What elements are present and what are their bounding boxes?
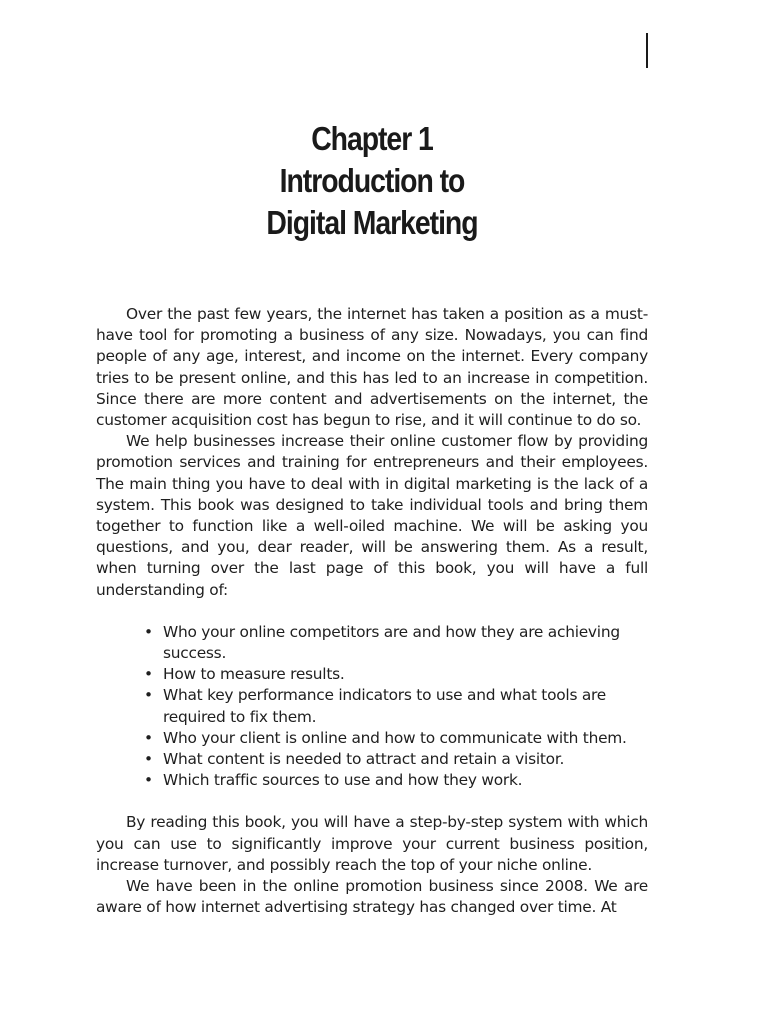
bullet-mark: •: [144, 750, 153, 769]
list-item: • What content is needed to attract and retain a visitor.: [163, 749, 648, 770]
chapter-title-line-1: Introduction to: [279, 162, 465, 199]
chapter-number: Chapter 1: [311, 120, 433, 157]
paragraph-services: We help businesses increase their online customer flow by providing promotion services and training for entrepreneurs and their employees. The main thing you have to deal with in digital marketing is the lack of a system. This book was designed to take individual tools and bring them together to function like a well-oiled machine. We will be asking you questions, and you, dear reader, will be answering them. As a result, when turning over the last page of this book, you will have a full understanding of:: [96, 432, 648, 599]
bullet-mark: •: [144, 686, 153, 705]
chapter-body: [96, 304, 648, 918]
bullet-mark: •: [144, 665, 153, 684]
list-item: • What key performance indicators to use and what tools are required to fix them.: [144, 686, 606, 726]
bullet-mark: •: [144, 728, 153, 747]
list-item: • Who your client is online and how to communicate with them.: [163, 728, 648, 749]
list-item: • Who your online competitors are and how they are achieving success.: [144, 622, 620, 663]
list-item: • How to measure results.: [163, 664, 648, 685]
bullet-mark: •: [144, 771, 153, 790]
page-edge-marker: [646, 33, 648, 68]
list-item: • Which traffic sources to use and how they work.: [163, 770, 648, 791]
learning-outcomes-list: [96, 622, 648, 792]
bullet-mark: •: [144, 622, 153, 641]
paragraph-step-by-step: By reading this book, you will have a step-by-step system with which you can use to significantly improve your current business position, increase turnover, and possibly reach the top of your niche online.: [96, 813, 648, 874]
chapter-heading: [52, 118, 692, 244]
chapter-title-line-2: Digital Marketing: [266, 204, 478, 241]
paragraph-intro: Over the past few years, the internet has taken a position as a must-have tool for promoting a business of any size. Nowadays, you can find people of any age, interest, and income on the internet. Every company tries to be present online, and this has led to an increase in competition. Since there are more content and advertisements on the internet, the customer acquisition cost has begun to rise, and it will continue to do so.: [96, 305, 648, 430]
paragraph-since-2008: We have been in the online promotion business since 2008. We are aware of how internet advertising strategy has changed over time. At: [96, 877, 648, 917]
